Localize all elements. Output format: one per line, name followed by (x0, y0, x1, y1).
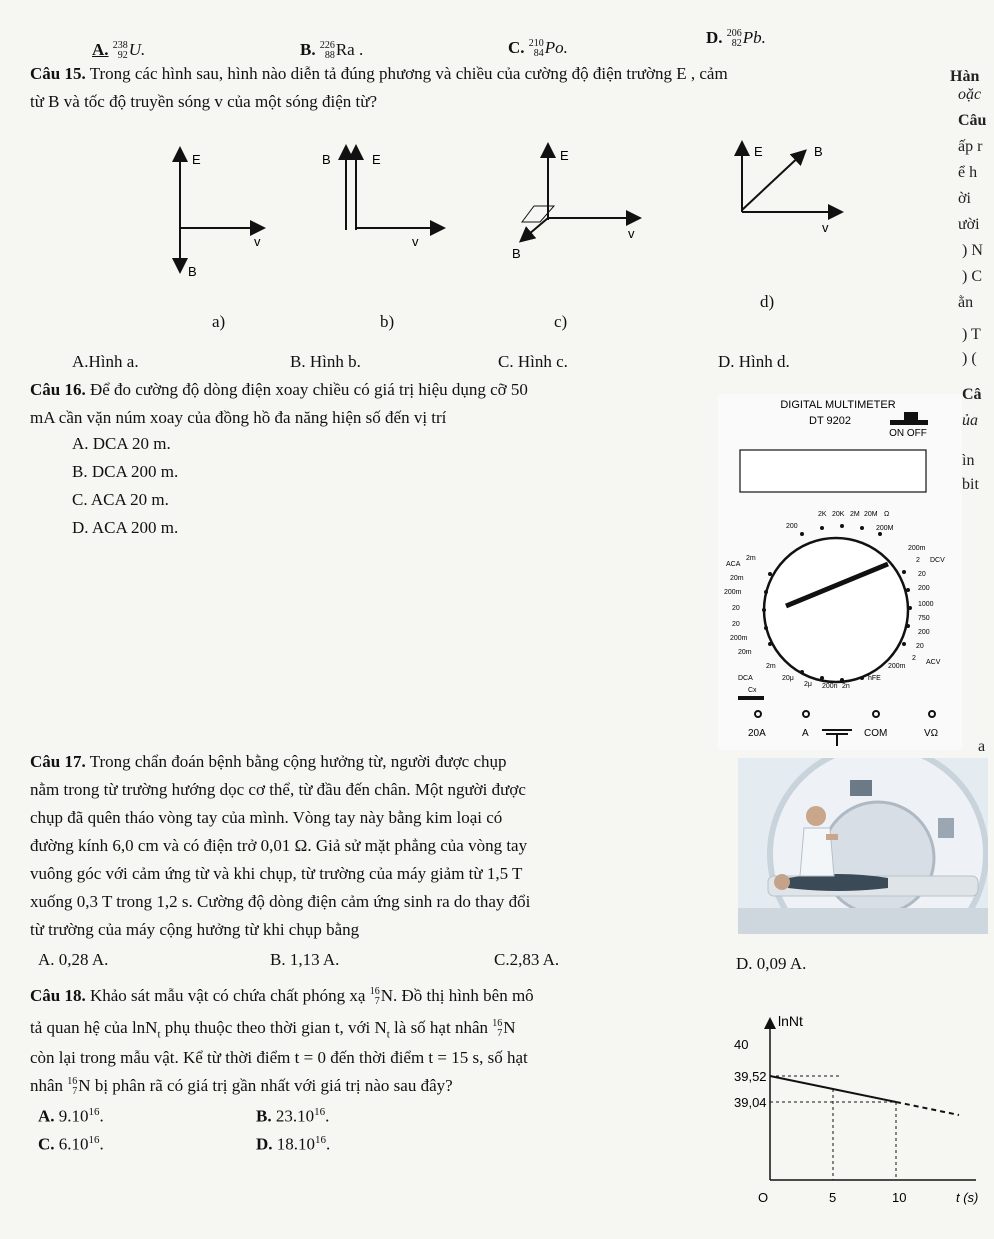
q17-option-d[interactable]: D. 0,09 A. (736, 954, 807, 973)
option-value: 9.10 (58, 1106, 89, 1126)
dial-label: 20 (732, 605, 740, 612)
multimeter-title: DIGITAL MULTIMETER (780, 399, 896, 411)
option-label: A. (38, 1106, 55, 1126)
edge-fragment: ể h (958, 164, 978, 181)
vec-b-label: B (188, 264, 197, 279)
question-number: Câu 18. (30, 986, 86, 1005)
nuclide-numbers: 206 82 (726, 28, 742, 50)
q17-stem-line: xuống 0,3 T trong 1,2 s. Cường độ dòng điện cảm ứng sinh ra do thay đổi (30, 892, 531, 911)
nuclide-symbol: Po. (544, 38, 568, 57)
vec-v-label: v (254, 234, 261, 249)
dial-label: 2 (916, 557, 920, 564)
q18-stem-line4 (30, 1076, 453, 1097)
vec-b-label: B (814, 144, 823, 159)
dial-label: 200m (724, 589, 742, 596)
option-value: 18.10 (276, 1134, 316, 1154)
exponent: 16 (88, 1134, 100, 1146)
dial-label: 1000 (918, 601, 934, 608)
option-label: D. (706, 28, 723, 47)
q14-option-c[interactable] (508, 38, 568, 59)
figure-label-a: a) (212, 312, 226, 331)
nuclide-symbol: Ra . (335, 40, 364, 59)
edge-fragment: ) T (962, 326, 981, 343)
exponent: 16 (88, 1106, 100, 1118)
option-label: B. (300, 40, 316, 59)
dial-label: DCV (930, 557, 945, 564)
q15-option-c[interactable]: C. Hình c. (498, 352, 568, 371)
q15-option-b[interactable]: B. Hình b. (290, 352, 361, 371)
jack-label: 20A (748, 728, 766, 739)
dial-label: 20μ (782, 675, 794, 682)
q18-stem-line1 (30, 986, 534, 1007)
dial-label: 200m (908, 545, 926, 552)
q17-option-c[interactable]: C.2,83 A. (494, 950, 560, 969)
q18-stem-line2 (30, 1018, 516, 1040)
edge-fragment: ười (958, 216, 980, 233)
q17-stem-line: từ trường của máy cộng hưởng từ khi chụp bằng (30, 920, 360, 939)
subscript: t (386, 1028, 390, 1041)
vec-e-label: E (192, 152, 201, 167)
option-value: 23.10 (275, 1106, 315, 1126)
dial-label: 2μ (804, 681, 812, 688)
figure-label-b: b) (380, 312, 395, 331)
dial-label: 200 (918, 629, 930, 636)
nuclide-numbers: 238 92 (112, 40, 128, 62)
question-text: từ B và tốc độ truyền sóng v của một sóng điện từ? (30, 92, 378, 111)
q17-option-a[interactable]: A. 0,28 A. (38, 950, 109, 969)
q16-stem-line1 (30, 380, 528, 400)
dial-label: ACV (926, 659, 941, 666)
switch-label: ON OFF (889, 428, 927, 439)
edge-fragment: Hàn (950, 68, 980, 85)
y-axis-label: lnNt (778, 1013, 803, 1029)
question-text: Để đo cường độ dòng điện xoay chiều có giá trị hiệu dụng cỡ 50 (89, 380, 528, 399)
q18-option-d[interactable]: D. 18.10$^{16}$. (256, 1134, 331, 1154)
q15-figures (150, 140, 850, 370)
vec-e-label: E (372, 152, 381, 167)
dial-label: 2n (842, 683, 850, 690)
x-tick-label: 5 (829, 1190, 837, 1205)
q18-option-a[interactable]: A. 9.10$^{16}$. (38, 1106, 104, 1126)
edge-fragment: a (978, 738, 986, 755)
dial-label: Ω (884, 511, 890, 518)
q17-stem-line: nằm trong từ trường hướng dọc cơ thể, từ đầu đến chân. Một người được (30, 780, 526, 799)
q15-option-a[interactable]: A.Hình a. (72, 352, 139, 371)
series-line (770, 1076, 896, 1102)
nuclide-numbers: 226 88 (319, 40, 335, 62)
question-number: Câu 16. (30, 380, 86, 399)
edge-fragment: ủa (962, 412, 978, 429)
dial-label: 2m (766, 663, 776, 670)
edge-fragment: ằn (958, 294, 974, 311)
series-extrapolation (896, 1102, 959, 1115)
q15-option-d[interactable]: D. Hình d. (718, 352, 790, 371)
q16-stem-line2: mA cần vặn núm xoay của đồng hồ đa năng hiện số đến vị trí (30, 408, 447, 427)
edge-fragment: ) N (962, 242, 983, 259)
power-switch[interactable] (904, 412, 918, 420)
figure-d (742, 144, 840, 235)
y-tick-label: 39,52 (734, 1069, 767, 1084)
question-text: tả quan hệ của lnN (30, 1018, 158, 1037)
rotary-dial[interactable] (764, 538, 908, 682)
dial-label: 20 (916, 643, 924, 650)
figure-label-d: d) (760, 292, 775, 311)
q16-option-c[interactable]: C. ACA 20 m. (72, 490, 169, 509)
figure-c (512, 146, 638, 261)
dial-label: 200n (822, 683, 838, 690)
vec-b-label: B (322, 152, 331, 167)
mri-scanner-photo (738, 758, 988, 934)
option-label: D. (256, 1134, 273, 1154)
dial-label: 200M (876, 525, 894, 532)
question-text: Trong chẩn đoán bệnh bằng cộng hưởng từ, người được chụp (89, 752, 507, 771)
q17-stem-line: đường kính 6,0 cm và có điện trở 0,01 Ω. Giả sử mặt phẳng của vòng tay (30, 836, 528, 855)
q15-stem-line1 (30, 64, 728, 84)
q14-option-a[interactable] (92, 40, 145, 61)
dial-label: 200 (918, 585, 930, 592)
question-text: . Đồ thị hình bên mô (392, 986, 534, 1005)
subscript: t (157, 1028, 161, 1041)
nuclide-numbers: 16 7 (67, 1076, 78, 1098)
q17-stem-line: vuông góc với cảm ứng từ và khi chụp, từ trường của máy giảm từ 1,5 T (30, 864, 523, 883)
option-label: B. (256, 1106, 272, 1126)
dial-label: 2 (912, 655, 916, 662)
edge-fragment: ìn (962, 452, 975, 469)
multimeter-model: DT 9202 (809, 415, 851, 427)
vec-b-label: B (512, 246, 521, 261)
dial-label: 20m (730, 575, 744, 582)
nuclide-numbers: 16 7 (492, 1018, 503, 1040)
dial-label: 2m (746, 555, 756, 562)
dial-label: 2K (818, 511, 827, 518)
question-text: Trong các hình sau, hình nào diễn tả đúng phương và chiều của cường độ điện trường E , cảm (89, 64, 728, 83)
q18-stem-line3: còn lại trong mẫu vật. Kể từ thời điểm t = 0 đến thời điểm t = 15 s, số hạt (30, 1048, 528, 1067)
q16-option-b[interactable]: B. DCA 200 m. (72, 462, 179, 481)
q14-option-b[interactable] (300, 40, 363, 61)
question-number: Câu 15. (30, 64, 86, 83)
dial-label: Cx (748, 687, 757, 694)
x-tick-label: O (758, 1190, 769, 1205)
y-tick-label: 39,04 (734, 1095, 767, 1110)
question-text: phụ thuộc theo thời gian t, với N (164, 1018, 387, 1037)
q16-option-a[interactable]: A. DCA 20 m. (72, 434, 171, 453)
dial-label: 2M (850, 511, 860, 518)
q17-option-b[interactable]: B. 1,13 A. (270, 950, 340, 969)
lnN-vs-t-chart (726, 1006, 988, 1234)
q18-option-c[interactable]: C. 6.10$^{16}$. (38, 1134, 104, 1154)
option-label: C. (508, 38, 525, 57)
nuclide-symbol: N (78, 1076, 91, 1095)
dial-label: 200m (730, 635, 748, 642)
exponent: 16 (315, 1134, 327, 1146)
jack-label: A (802, 728, 809, 739)
nuclide-symbol: Pb. (742, 28, 766, 47)
edge-fragment: oặc (958, 86, 982, 103)
vec-e-label: E (754, 144, 763, 159)
dial-label: DCA (738, 675, 753, 682)
option-value: 6.10 (58, 1134, 89, 1154)
nuclide-symbol: N (380, 986, 393, 1005)
edge-fragment: Câ (962, 386, 982, 403)
jack-label: COM (864, 728, 888, 739)
dial-label: hFE (868, 675, 881, 682)
y-tick-label: 40 (734, 1037, 749, 1052)
nuclide-numbers: 16 7 (369, 986, 380, 1008)
dial-label: 750 (918, 615, 930, 622)
dial-label: 200 (786, 523, 798, 530)
q17-stem-line: chụp đã quên tháo vòng tay của mình. Vòng tay này bằng kim loại có (30, 808, 503, 827)
figure-b (322, 148, 442, 249)
dial-label: ACA (726, 561, 741, 568)
edge-fragment: ) C (962, 268, 982, 285)
figure-label-c: c) (554, 312, 568, 331)
option-label: C. (38, 1134, 55, 1154)
edge-fragment: ) ( (962, 350, 977, 367)
dial-label: 20 (732, 621, 740, 628)
dial-label: 20 (918, 571, 926, 578)
nuclide-symbol: N (503, 1018, 516, 1037)
nuclide-symbol: U. (128, 40, 146, 59)
question-text: nhân (30, 1076, 64, 1095)
dial-label: 20K (832, 511, 845, 518)
edge-fragment: ời (958, 190, 971, 207)
vec-v-label: v (628, 226, 635, 241)
lcd-display (740, 450, 926, 492)
power-switch-base (890, 420, 928, 425)
jack-label: VΩ (924, 728, 939, 739)
x-axis-label: t (s) (956, 1190, 979, 1205)
edge-fragment: bit (962, 476, 979, 493)
exponent: 16 (314, 1106, 326, 1118)
edge-fragment: ấp r (958, 138, 983, 155)
dial-label: 200m (888, 663, 906, 670)
question-text: là số hạt nhân (394, 1018, 488, 1037)
multimeter-figure (718, 394, 962, 750)
q16-option-d[interactable]: D. ACA 200 m. (72, 518, 179, 537)
x-tick-label: 10 (892, 1190, 907, 1205)
question-number: Câu 17. (30, 752, 86, 771)
vec-v-label: v (822, 220, 829, 235)
edge-fragment: Câu (958, 112, 987, 129)
dial-label: 20M (864, 511, 878, 518)
q17-stem-line1 (30, 752, 507, 772)
dial-label: 20m (738, 649, 752, 656)
option-label: A. (92, 40, 109, 59)
figure-a (180, 150, 262, 279)
q14-option-d[interactable] (706, 28, 766, 49)
nuclide-numbers: 210 84 (528, 38, 544, 60)
vec-v-label: v (412, 234, 419, 249)
question-text: bị phân rã có giá trị gần nhất với giá trị nào sau đây? (94, 1076, 453, 1095)
question-text: Khảo sát mẫu vật có chứa chất phóng xạ (89, 986, 366, 1005)
vec-e-label: E (560, 148, 569, 163)
q15-stem-line2 (30, 92, 377, 112)
q18-option-b[interactable]: B. 23.10$^{16}$. (256, 1106, 330, 1126)
